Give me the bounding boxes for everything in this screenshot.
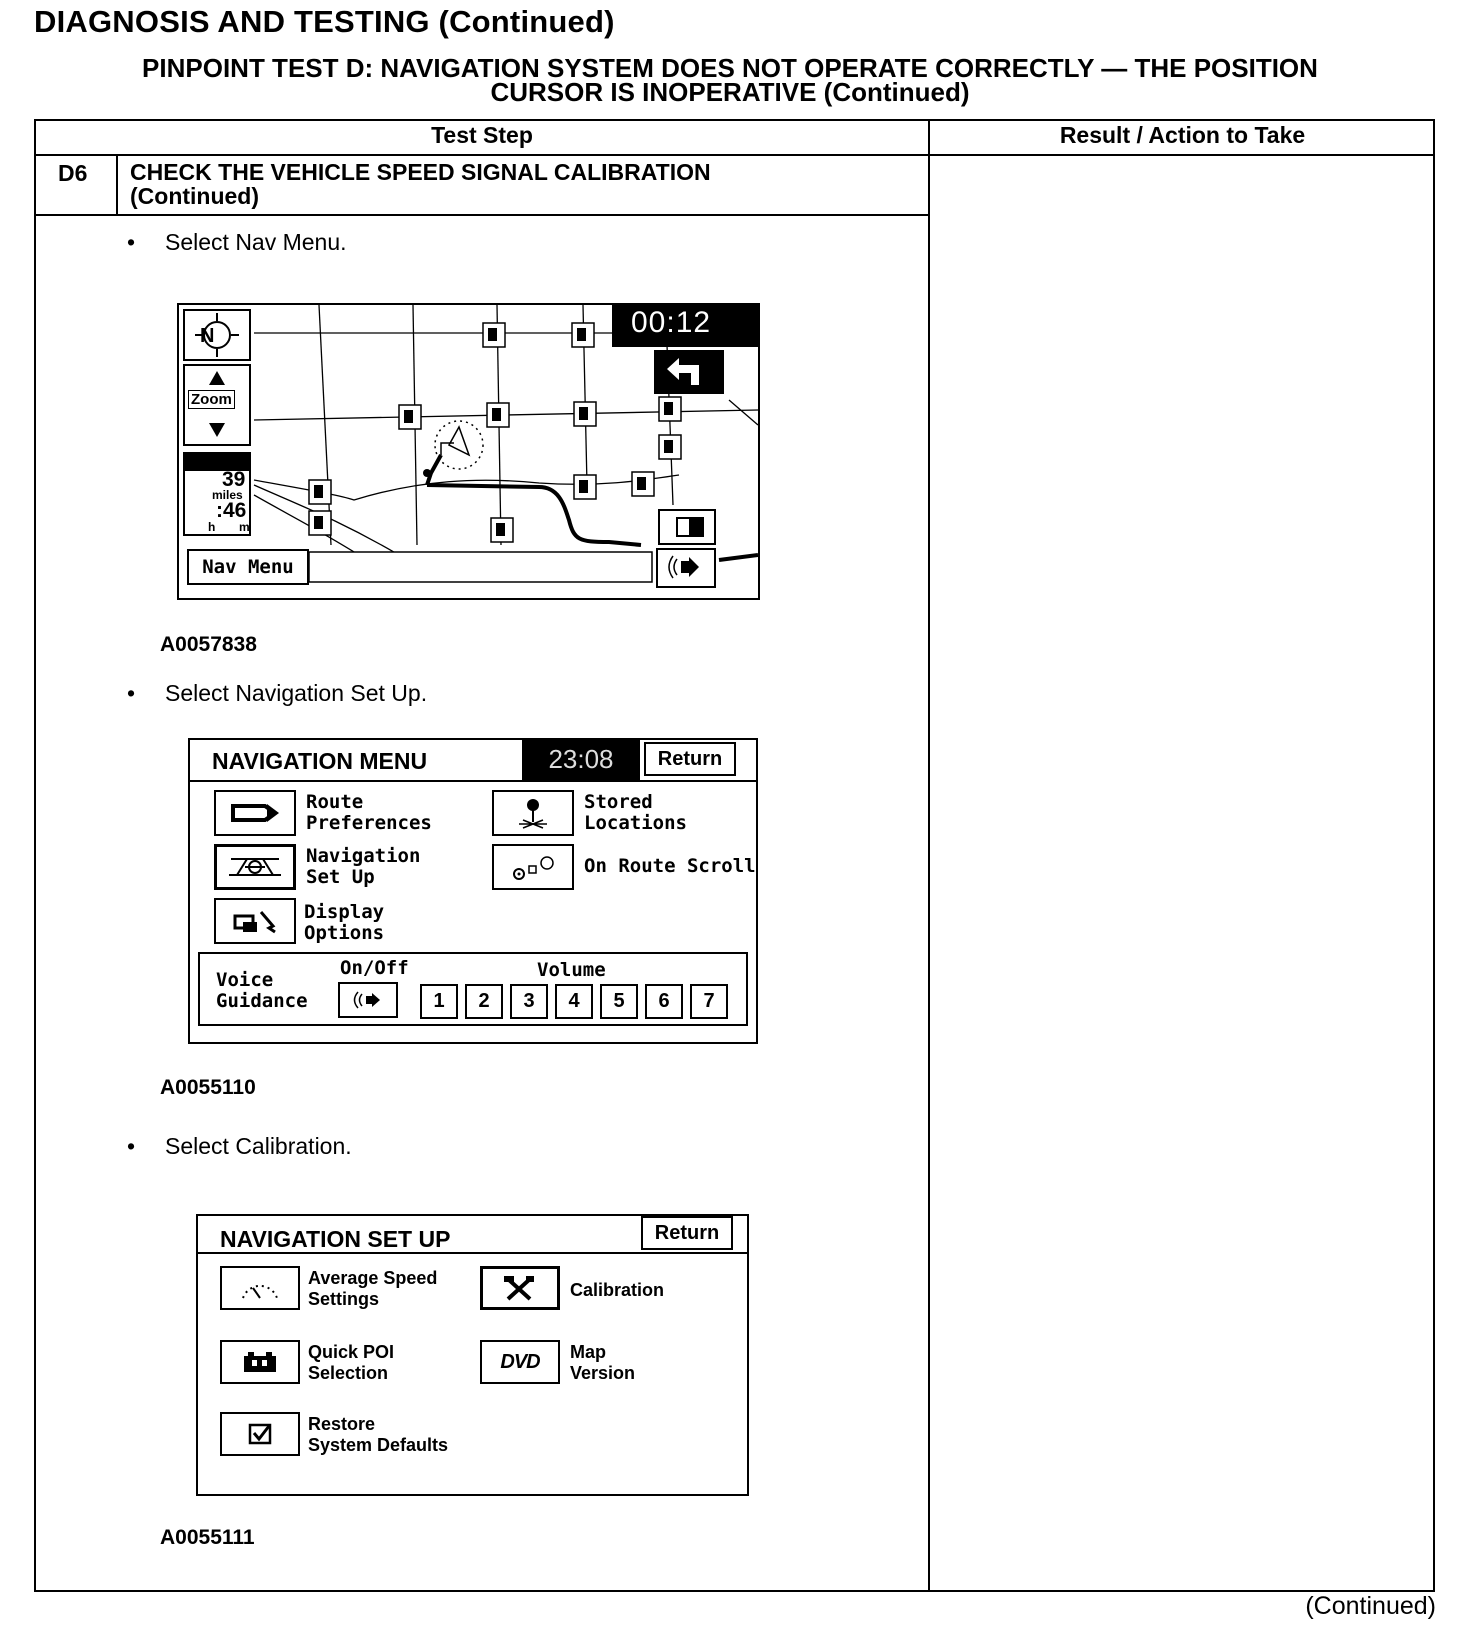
voice-toggle-button[interactable] bbox=[338, 982, 398, 1018]
header-row-divider bbox=[34, 154, 1435, 156]
stored-locations-button[interactable] bbox=[492, 790, 574, 836]
restore-defaults-button[interactable] bbox=[220, 1412, 300, 1456]
map-version-button[interactable] bbox=[480, 1340, 560, 1384]
nav-menu-title-divider bbox=[190, 780, 756, 782]
figure-id-2: A0055110 bbox=[160, 1076, 256, 1099]
map-screen bbox=[177, 303, 760, 600]
map-clock: 00:12 bbox=[631, 306, 712, 339]
display-options-icon bbox=[227, 906, 283, 936]
speaker-icon bbox=[348, 989, 388, 1011]
col-header-result: Result / Action to Take bbox=[1059, 122, 1306, 148]
route-preferences-label: Route Preferences bbox=[306, 791, 432, 834]
navigation-setup-screen bbox=[196, 1214, 749, 1496]
figure-id-1: A0057838 bbox=[160, 633, 257, 656]
volume-6-button[interactable]: 6 bbox=[645, 984, 683, 1019]
stored-locations-label: Stored Locations bbox=[584, 791, 687, 834]
nav-menu-clock: 23:08 bbox=[522, 740, 640, 780]
nav-setup-title-divider bbox=[198, 1252, 747, 1254]
volume-7-button[interactable]: 7 bbox=[690, 984, 728, 1019]
restore-defaults-label: Restore System Defaults bbox=[308, 1414, 449, 1455]
stored-locations-icon bbox=[505, 796, 561, 830]
volume-5-button[interactable]: 5 bbox=[600, 984, 638, 1019]
page-subtitle bbox=[60, 53, 1400, 107]
on-route-scroll-button[interactable] bbox=[492, 844, 574, 890]
display-options-label: Display Options bbox=[304, 901, 385, 944]
checkbox-icon bbox=[245, 1420, 275, 1448]
step-title-line-1: CHECK THE VEHICLE SPEED SIGNAL CALIBRATION bbox=[130, 159, 711, 185]
subtitle-line-2: CURSOR IS INOPERATIVE (Continued) bbox=[490, 77, 970, 107]
on-off-label: On/Off bbox=[340, 957, 409, 979]
volume-1-button[interactable]: 1 bbox=[420, 984, 458, 1019]
north-icon-label[interactable]: N bbox=[200, 325, 215, 347]
distance-value: 39 bbox=[222, 468, 246, 491]
speedometer-icon bbox=[235, 1274, 285, 1302]
volume-3-button[interactable]: 3 bbox=[510, 984, 548, 1019]
time-hours-unit: h bbox=[208, 520, 216, 534]
average-speed-settings-label: Average Speed Settings bbox=[308, 1268, 438, 1309]
navigation-setup-label: Navigation Set Up bbox=[306, 845, 421, 888]
nav-menu-button[interactable]: Nav Menu bbox=[187, 549, 309, 585]
figure-id-3: A0055111 bbox=[160, 1526, 255, 1549]
voice-guidance-panel bbox=[198, 952, 748, 1026]
navigation-setup-button[interactable] bbox=[214, 844, 296, 890]
subtitle-line-1: PINPOINT TEST D: NAVIGATION SYSTEM DOES NOT OPERATE CORRECTLY — THE POSITION bbox=[142, 53, 1318, 83]
page-title: DIAGNOSIS AND TESTING (Continued) bbox=[34, 4, 615, 39]
step-id: D6 bbox=[58, 160, 88, 186]
nav-setup-title: NAVIGATION SET UP bbox=[220, 1226, 451, 1252]
calibration-button[interactable] bbox=[480, 1266, 560, 1310]
nav-menu-return-button[interactable]: Return bbox=[644, 742, 736, 776]
step-row-divider bbox=[34, 214, 930, 216]
instruction-2: • Select Navigation Set Up. bbox=[127, 680, 428, 706]
step-id-divider bbox=[116, 154, 118, 216]
on-route-scroll-icon bbox=[505, 852, 561, 882]
col-header-test-step: Test Step bbox=[431, 122, 533, 148]
continued-note: (Continued) bbox=[1305, 1592, 1436, 1620]
poi-icon bbox=[238, 1348, 282, 1376]
quick-poi-selection-button[interactable] bbox=[220, 1340, 300, 1384]
instruction-3: • Select Calibration. bbox=[127, 1133, 352, 1159]
voice-guidance-label: Voice Guidance bbox=[216, 969, 308, 1012]
volume-2-button[interactable]: 2 bbox=[465, 984, 503, 1019]
volume-4-button[interactable]: 4 bbox=[555, 984, 593, 1019]
column-divider bbox=[928, 119, 930, 1592]
zoom-control[interactable]: Zoom bbox=[188, 390, 235, 409]
distance-unit: miles bbox=[212, 488, 243, 502]
step-title bbox=[130, 160, 711, 208]
instruction-1: • Select Nav Menu. bbox=[127, 229, 347, 255]
calibration-tools-icon bbox=[500, 1273, 540, 1303]
navigation-setup-icon bbox=[225, 851, 285, 883]
navigation-menu-screen bbox=[188, 738, 758, 1044]
average-speed-settings-button[interactable] bbox=[220, 1266, 300, 1310]
quick-poi-selection-label: Quick POI Selection bbox=[308, 1342, 395, 1383]
time-remaining: :46 bbox=[216, 499, 247, 522]
step-title-line-2: (Continued) bbox=[130, 183, 260, 209]
time-minutes-unit: m bbox=[239, 520, 250, 534]
route-preferences-button[interactable] bbox=[214, 790, 296, 836]
display-options-button[interactable] bbox=[214, 898, 296, 944]
route-arrow-icon bbox=[227, 800, 283, 826]
map-version-label: Map Version bbox=[570, 1342, 636, 1383]
nav-setup-return-button[interactable]: Return bbox=[641, 1216, 733, 1250]
volume-label: Volume bbox=[537, 959, 606, 981]
on-route-scroll-label: On Route Scroll bbox=[584, 855, 756, 877]
calibration-label: Calibration bbox=[570, 1280, 665, 1300]
dvd-logo-icon: DVD bbox=[500, 1350, 540, 1373]
nav-menu-title: NAVIGATION MENU bbox=[212, 748, 428, 774]
